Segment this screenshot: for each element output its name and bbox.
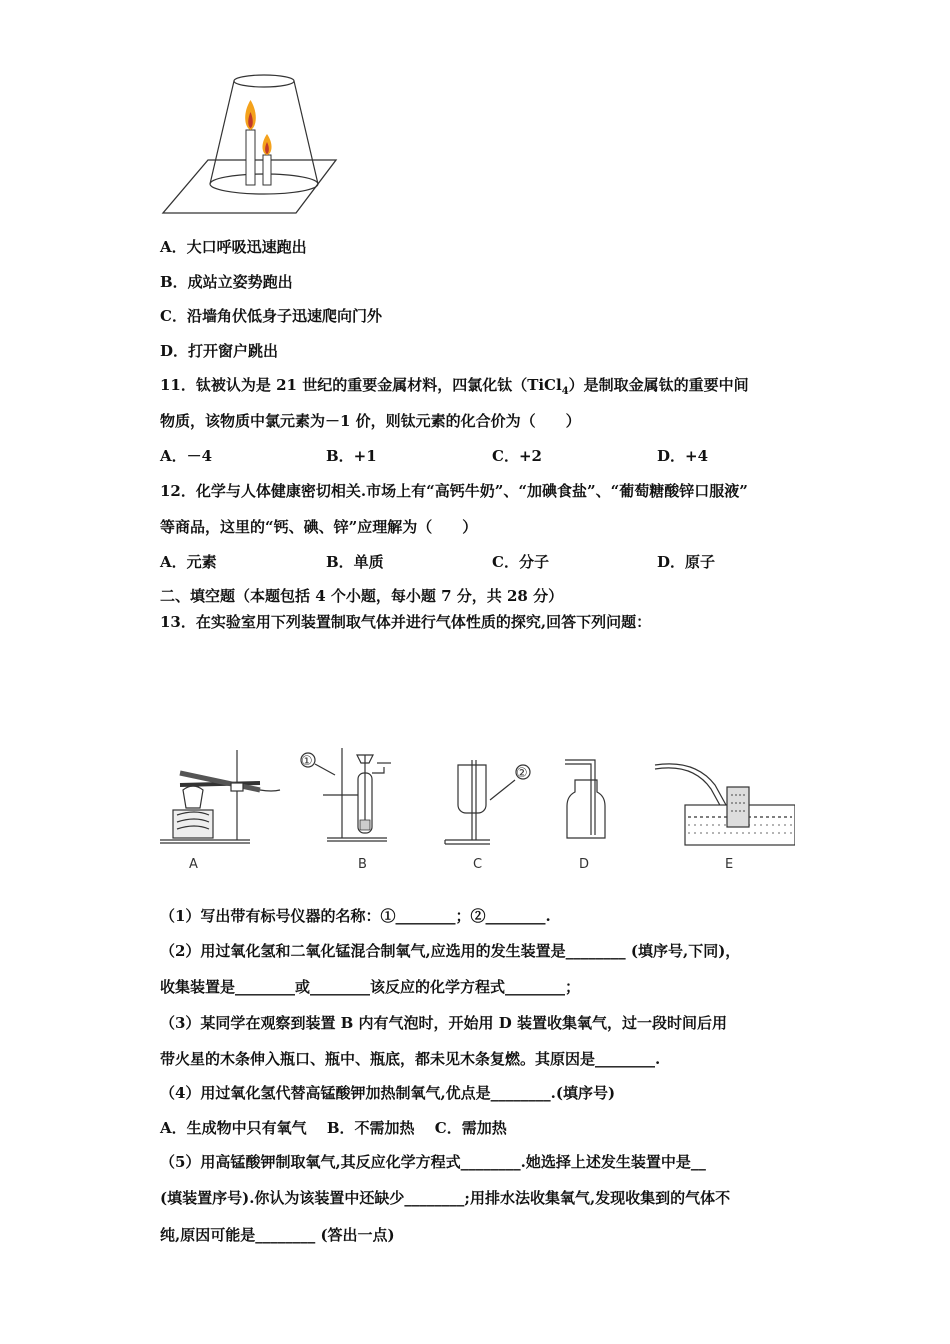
q11-stem-line1: 11．钛被认为是 21 世纪的重要金属材料，四氯化钛（TiCl$_4$）是制取金属钛的重要中间 — [160, 376, 749, 397]
q13-part3-line2: 带火星的木条伸入瓶口、瓶中、瓶底，都未见木条复燃。其原因是________. — [160, 1050, 661, 1068]
apparatus-e — [655, 764, 795, 845]
q10-option-d: D．打开窗户跳出 — [160, 342, 279, 360]
apparatus-b — [301, 748, 391, 841]
label-d: D — [579, 857, 590, 872]
label-b: B — [358, 857, 367, 872]
label-a: A — [189, 857, 198, 872]
q12-option-b: B．单质 — [326, 553, 384, 571]
q13-part4-options: A．生成物中只有氧气 B．不需加热 C．需加热 — [160, 1119, 507, 1137]
apparatus-figure — [155, 745, 795, 875]
q11-option-a: A．－4 — [160, 447, 213, 465]
q13-part2-line2: 收集装置是________或________该反应的化学方程式________； — [160, 978, 581, 996]
q11-option-b: B．+1 — [326, 447, 377, 465]
subscript: 4 — [561, 386, 569, 397]
q11-option-d: D．+4 — [657, 447, 709, 465]
candle-jar-figure — [158, 70, 358, 220]
q13-part5-line3: 纯,原因可能是________ (答出一点) — [160, 1226, 395, 1244]
q13-part5-line1: （5）用高锰酸钾制取氧气,其反应化学方程式________.她选择上述发生装置中是__ — [160, 1153, 706, 1171]
apparatus-d — [565, 760, 605, 838]
apparatus-a — [160, 750, 280, 843]
label-c: C — [473, 857, 483, 872]
marker-2: ② — [516, 766, 528, 781]
q12-option-a: A．元素 — [160, 553, 217, 571]
section-heading: 二、填空题（本题包括 4 个小题，每小题 7 分，共 28 分） — [160, 587, 564, 605]
q13-part4: （4）用过氧化氢代替高锰酸钾加热制氧气,优点是________.(填序号) — [160, 1084, 616, 1102]
q12-stem-line1: 12．化学与人体健康密切相关.市场上有“高钙牛奶”、“加碘食盐”、“葡萄糖酸锌口服液” — [160, 482, 748, 500]
q10-option-c: C．沿墙角伏低身子迅速爬向门外 — [160, 307, 382, 325]
q13-part2-line1: （2）用过氧化氢和二氧化锰混合制氧气,应选用的发生装置是________ (填序号,下同)， — [160, 942, 741, 960]
q12-option-d: D．原子 — [657, 553, 716, 571]
q12-option-c: C．分子 — [492, 553, 549, 571]
q13-part1: （1）写出带有标号仪器的名称：①________；②________. — [160, 907, 551, 925]
q10-option-b: B．成站立姿势跑出 — [160, 273, 293, 291]
q11-stem-line2: 物质，该物质中氯元素为－1 价，则钛元素的化合价为（ ） — [160, 412, 581, 430]
marker-1: ① — [301, 754, 313, 769]
q13-intro: 13．在实验室用下列装置制取气体并进行气体性质的探究,回答下列问题： — [160, 613, 652, 631]
q12-stem-line2: 等商品，这里的“钙、碘、锌”应理解为（ ） — [160, 518, 478, 536]
label-e: E — [725, 857, 734, 872]
q10-option-a: A．大口呼吸迅速跑出 — [160, 238, 307, 256]
q13-part5-line2: (填装置序号).你认为该装置中还缺少________;用排水法收集氧气,发现收集到的气体不 — [160, 1189, 731, 1207]
q11-option-c: C．+2 — [492, 447, 542, 465]
q13-part3-line1: （3）某同学在观察到装置 B 内有气泡时，开始用 D 装置收集氧气，过一段时间后用 — [160, 1014, 728, 1032]
